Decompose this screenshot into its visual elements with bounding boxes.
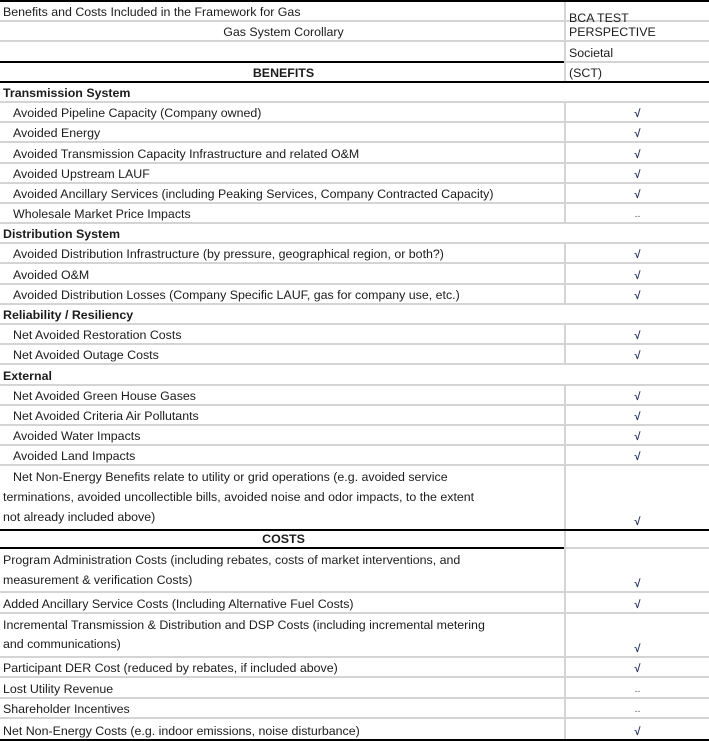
item-label: Net Avoided Restoration Costs — [13, 328, 182, 343]
item-label: Net Avoided Green House Gases — [13, 388, 196, 403]
check-icon: √ — [634, 663, 641, 676]
table-row — [0, 244, 709, 264]
label-line: not already included above) — [3, 509, 156, 524]
item-label: Avoided Energy — [13, 126, 101, 141]
table-row — [0, 658, 709, 678]
table-row — [0, 614, 709, 659]
check-icon: √ — [634, 188, 641, 201]
table-row — [0, 593, 709, 613]
item-value-cell — [564, 184, 709, 202]
item-label: Net Avoided Criteria Air Pollutants — [13, 408, 199, 423]
item-value-cell — [564, 426, 709, 444]
item-label: Shareholder Incentives — [3, 701, 130, 716]
non-energy-benefit-value-cell — [564, 466, 709, 528]
category-label: External — [3, 368, 52, 383]
category-row — [0, 305, 709, 325]
label-line: Program Administration Costs (including rebates, costs of market interventions, and — [3, 552, 461, 567]
not-applicable-icon: -- — [634, 685, 641, 696]
item-value-cell — [564, 123, 709, 141]
item-value-cell — [564, 658, 709, 676]
item-value-cell — [564, 719, 709, 739]
table-row — [0, 345, 709, 365]
perspective-left-cell — [0, 42, 564, 62]
table-row — [0, 103, 709, 123]
column-header: Gas System Corollary — [223, 25, 344, 40]
label-line: terminations, avoided uncollectible bills, avoided noise and odor impacts, to the extent — [3, 490, 475, 505]
item-label: Avoided Pipeline Capacity (Company owned) — [13, 106, 262, 121]
item-value-cell — [564, 103, 709, 121]
table-row — [0, 264, 709, 284]
non-energy-benefit-label — [0, 466, 564, 528]
check-icon: √ — [634, 148, 641, 161]
item-label — [0, 614, 564, 657]
category-label: Transmission System — [3, 85, 131, 100]
label-line: and communications) — [3, 637, 121, 652]
category-label: Distribution System — [3, 227, 121, 242]
item-value-cell — [564, 678, 709, 696]
item-value-cell — [564, 164, 709, 182]
table-row — [0, 719, 709, 739]
item-label: Avoided Transmission Capacity Infrastructure and related O&M — [13, 146, 360, 161]
item-label: Net Non-Energy Costs (e.g. indoor emissions, noise disturbance) — [3, 724, 360, 739]
label-line: measurement & verification Costs) — [3, 572, 193, 587]
item-value-cell — [564, 614, 709, 657]
costs-right-cell — [564, 531, 709, 547]
table-row — [0, 406, 709, 426]
costs-header-row — [0, 529, 709, 549]
not-applicable-icon: -- — [634, 705, 641, 716]
check-icon: √ — [634, 350, 641, 363]
item-value-cell — [564, 446, 709, 464]
perspective-line-1: BCA TEST PERSPECTIVE — [564, 22, 709, 40]
item-label: Avoided Land Impacts — [13, 449, 136, 464]
check-icon: √ — [634, 108, 641, 121]
perspective-line-3: (SCT) — [564, 63, 709, 81]
check-icon: √ — [634, 390, 641, 403]
label-line: Net Non-Energy Benefits relate to utility or grid operations (e.g. avoided service — [13, 470, 448, 485]
not-applicable-icon: -- — [634, 211, 641, 222]
check-icon: √ — [634, 168, 641, 181]
item-value-cell — [564, 406, 709, 424]
item-value-cell — [564, 264, 709, 282]
item-label: Lost Utility Revenue — [3, 681, 114, 696]
item-value-cell — [564, 325, 709, 343]
perspective-line-2: Societal — [564, 42, 709, 60]
item-label — [0, 549, 564, 592]
item-value-cell — [564, 143, 709, 161]
table-row — [0, 678, 709, 698]
category-row — [0, 365, 709, 385]
costs-body — [0, 549, 709, 739]
table-row — [0, 285, 709, 305]
table-row — [0, 699, 709, 719]
costs-header: COSTS — [0, 531, 564, 549]
category-row — [0, 224, 709, 244]
perspective-row — [0, 42, 709, 62]
table-title: Benefits and Costs Included in the Framework for Gas — [3, 5, 301, 20]
item-value-cell — [564, 593, 709, 611]
check-icon: √ — [634, 431, 641, 444]
item-label: Avoided Upstream LAUF — [13, 166, 150, 181]
table-row — [0, 123, 709, 143]
non-energy-benefit-row — [0, 466, 709, 530]
check-icon: √ — [634, 598, 641, 611]
check-icon: √ — [634, 451, 641, 464]
item-value-cell — [564, 204, 709, 222]
table-row — [0, 426, 709, 446]
table-row — [0, 143, 709, 163]
check-icon: √ — [634, 128, 641, 141]
item-value-cell — [564, 386, 709, 404]
item-value-cell — [564, 285, 709, 303]
item-value-cell — [564, 699, 709, 717]
category-row — [0, 83, 709, 103]
check-icon: √ — [634, 289, 641, 302]
category-label: Reliability / Resiliency — [3, 308, 134, 322]
table-row — [0, 184, 709, 204]
table-row — [0, 386, 709, 406]
check-icon: √ — [634, 269, 641, 282]
label-line: Incremental Transmission & Distribution and DSP Costs (including incremental metering — [3, 617, 485, 632]
check-icon: √ — [634, 643, 641, 656]
item-label: Wholesale Market Price Impacts — [13, 207, 191, 222]
item-label: Added Ancillary Service Costs (Including Alternative Fuel Costs) — [3, 596, 354, 611]
item-value-cell — [564, 244, 709, 262]
check-icon: √ — [634, 515, 641, 528]
item-label: Participant DER Cost (reduced by rebates, if included above) — [3, 661, 338, 676]
item-label: Avoided Water Impacts — [13, 429, 141, 444]
item-value-cell — [564, 549, 709, 592]
item-value-cell — [564, 345, 709, 363]
check-icon: √ — [634, 410, 641, 423]
table-row — [0, 446, 709, 466]
check-icon: √ — [634, 578, 641, 591]
table-row — [0, 204, 709, 224]
check-icon: √ — [634, 330, 641, 343]
table-row — [0, 549, 709, 594]
item-label: Avoided Distribution Losses (Company Specific LAUF, gas for company use, etc.) — [13, 287, 460, 302]
item-label: Net Avoided Outage Costs — [13, 348, 159, 363]
table-row — [0, 164, 709, 184]
table-row — [0, 325, 709, 345]
benefits-header-row — [0, 63, 709, 83]
check-icon: √ — [634, 249, 641, 262]
item-label: Avoided Distribution Infrastructure (by pressure, geographical region, or both?) — [13, 247, 444, 262]
check-icon: √ — [634, 726, 641, 739]
item-label: Avoided O&M — [13, 267, 90, 282]
benefits-header: BENEFITS — [252, 65, 315, 80]
benefits-body — [0, 83, 709, 467]
item-label: Avoided Ancillary Services (including Peaking Services, Company Contracted Capacity) — [13, 186, 494, 201]
